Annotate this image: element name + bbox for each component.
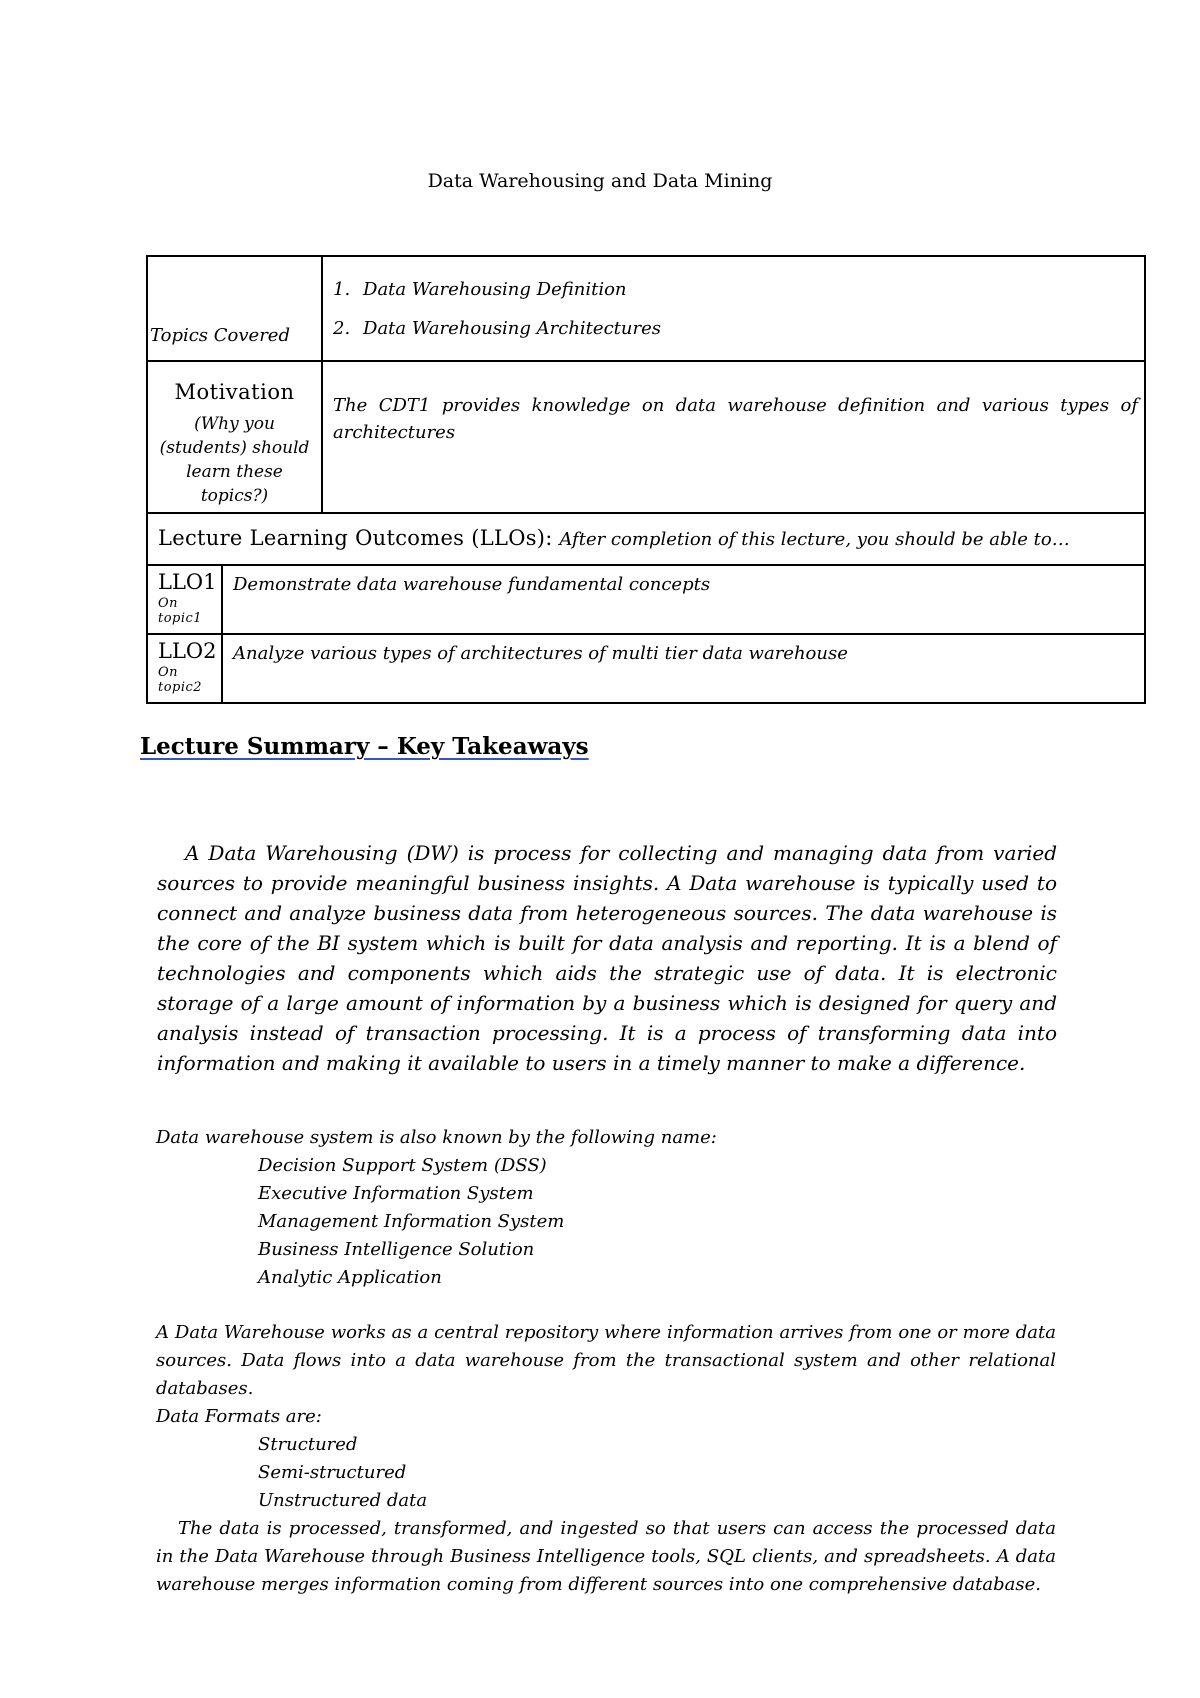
topics-label: Topics Covered [147,256,322,361]
llo-header-row [147,513,1145,565]
topic-item [333,279,1144,300]
known-as-item: Management Information System [258,1211,565,1232]
topic-text: Data Warehousing Architectures [363,318,661,339]
motivation-heading: Motivation [174,380,295,404]
llo-id-cell [147,634,222,703]
topics-list [333,279,1144,339]
closing-paragraph: The data is processed, transformed, and ingested so that users can access the processed data in the Data Warehouse through Business Intelligence tools, SQL clients, and spreadsheets. A data warehouse merges information coming from different sources into one comprehensive database. [156,1518,1056,1595]
llo-heading: Lecture Learning Outcomes (LLOs): [158,526,553,550]
llo-id: LLO2 [158,639,217,663]
llo-topic: On topic2 [158,665,203,695]
repository-paragraph: A Data Warehouse works as a central repository where information arrives from one or more data sources. Data flows into a data warehouse from the transactional system and other relational databases. [156,1322,1056,1399]
summary-details [156,1124,1056,1599]
motivation-text: The CDT1 provides knowledge on data warehouse definition and various types of architectures [322,361,1145,513]
format-item: Structured [258,1434,358,1455]
motivation-subtitle: (Why you (students) should learn these topics?) [159,414,310,506]
format-item: Unstructured data [258,1490,428,1511]
summary-heading: Lecture Summary – Key Takeaways [140,733,589,760]
lecture-info-table [146,255,1146,704]
topic-number: 1. [333,279,351,300]
format-item: Semi-structured [258,1462,407,1483]
llo-intro: After completion of this lecture, you should be able to… [559,529,1070,550]
topics-row [147,256,1145,361]
llo-row [147,565,1145,634]
topic-item [333,318,1144,339]
llo-topic: On topic1 [158,596,203,626]
known-as-item: Business Intelligence Solution [258,1239,535,1260]
llo-id-cell [147,565,222,634]
llo-description: Analyze various types of architectures of multi tier data warehouse [222,634,1145,703]
llo-row [147,634,1145,703]
known-as-item: Decision Support System (DSS) [258,1155,547,1176]
topic-number: 2. [333,318,351,339]
llo-description: Demonstrate data warehouse fundamental concepts [222,565,1145,634]
topic-text: Data Warehousing Definition [363,279,627,300]
motivation-cell [147,361,322,513]
known-as-intro: Data warehouse system is also known by the following name: [156,1127,717,1148]
known-as-item: Analytic Application [258,1267,442,1288]
document-title: Data Warehousing and Data Mining [427,170,773,192]
summary-paragraph-text: A Data Warehousing (DW) is process for collecting and managing data from varied sources to provide meaningful business insights. A Data warehouse is typically used to connect and analyze business data from heterogeneous sources. The data warehouse is the core of the BI system which is built for data analysis and reporting. It is a blend of technologies and components which aids the strategic use of data. It is electronic storage of a large amount of information by a business which is designed for query and analysis instead of transaction processing. It is a process of transforming data into information and making it available to users in a timely manner to make a difference. [157,841,1057,1075]
llo-id: LLO1 [158,570,217,594]
known-as-list [258,1152,1056,1292]
topics-cell [322,256,1145,361]
llo-header [147,513,1145,565]
summary-paragraph [157,838,1057,1078]
formats-intro: Data Formats are: [156,1406,322,1427]
formats-list [258,1431,1056,1515]
motivation-row [147,361,1145,513]
known-as-item: Executive Information System [258,1183,534,1204]
